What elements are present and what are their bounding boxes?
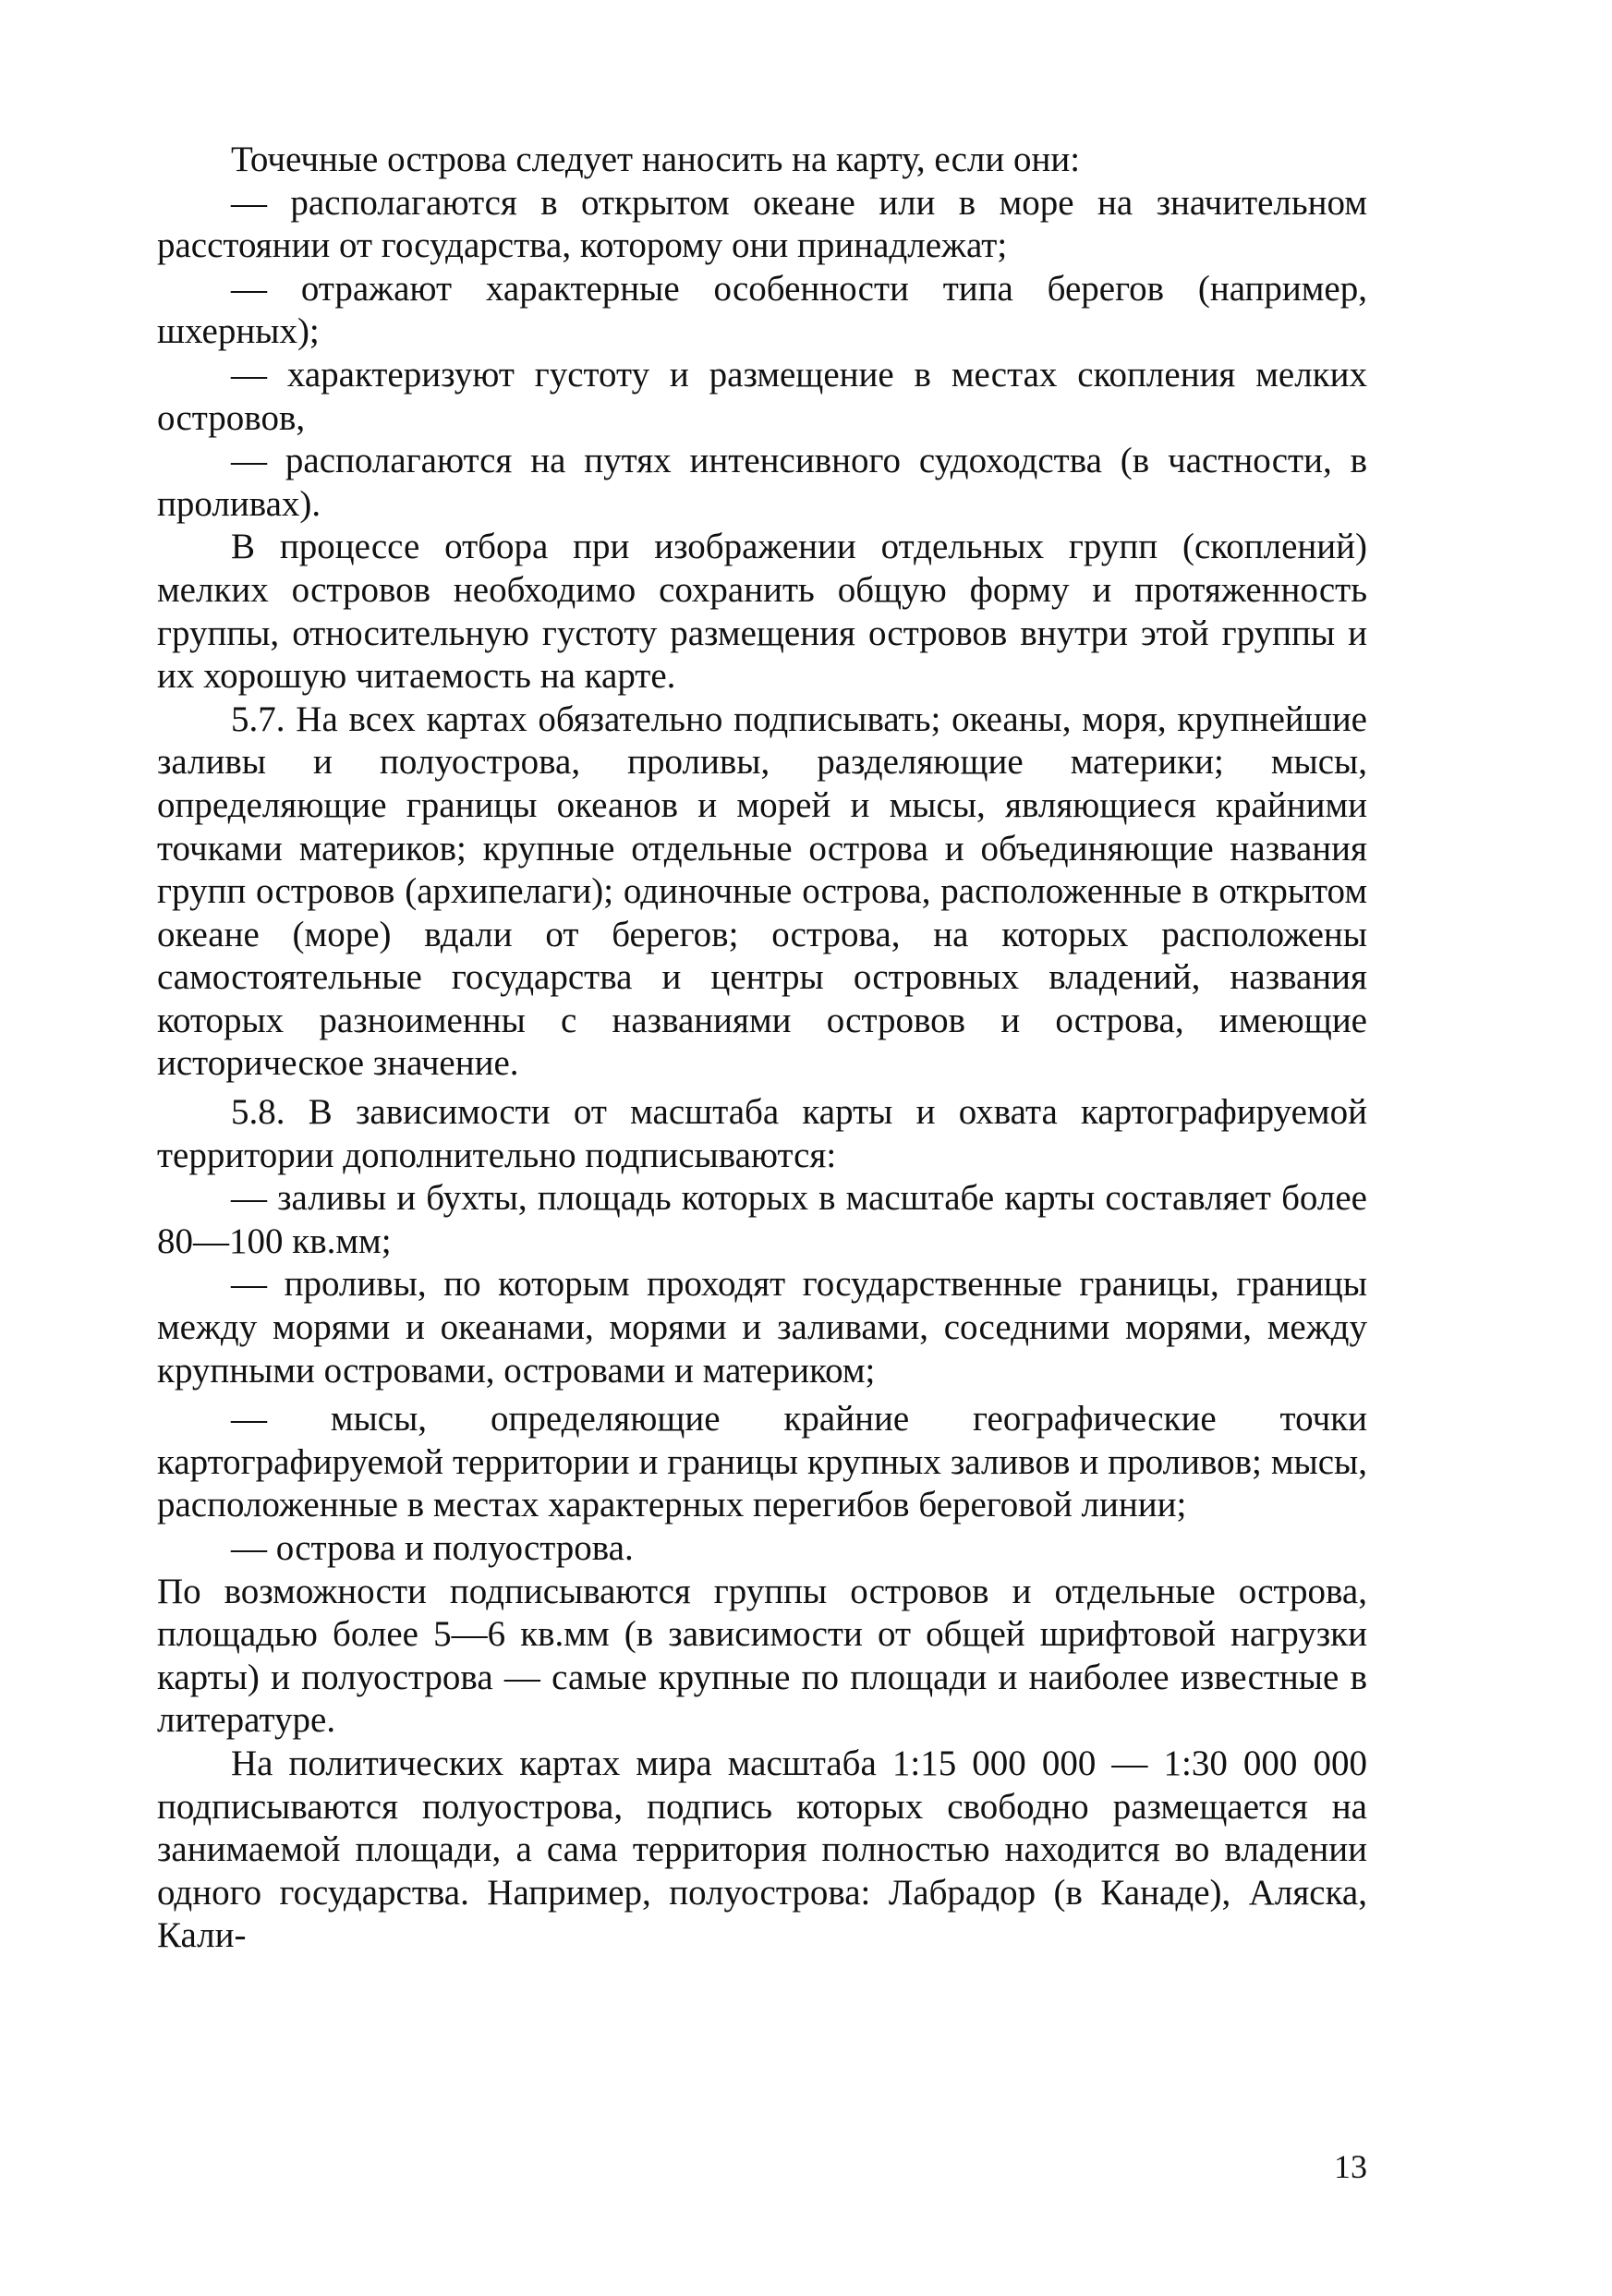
list-item: — отражают характерные особенности типа берегов (например, шхерных);: [157, 268, 1367, 352]
list-item: — проливы, по которым проходят государственные границы, границы между морями и океанами, морями и заливами, соседними морями, между крупными островами, островами и материком;: [157, 1264, 1367, 1391]
list-item: — располагаются на путях интенсивного судоходства (в частности, в проливах).: [157, 441, 1367, 524]
paragraph-section-5-8: 5.8. В зависимости от масштаба карты и охвата картографируемой территории дополнительно подписываются:: [157, 1092, 1367, 1175]
paragraph-political-maps: На политических картах мира масштаба 1:15 000 000 — 1:30 000 000 подписываются полуострова, подпись которых свободно размещается на занимаемой площади, а сама территория полностью находится во владении одного государства. Например, полуострова: Лабрадор (в Канаде), Аляска, Кали-: [157, 1743, 1367, 1956]
list-item: — располагаются в открытом океане или в море на значительном расстоянии от государства, которому они принадлежат;: [157, 182, 1367, 266]
paragraph-intro: Точечные острова следует наносить на карту, если они:: [231, 140, 1081, 179]
text-column: [157, 139, 1367, 1958]
paragraph-section-5-7: 5.7. На всех картах обязательно подписывать; океаны, моря, крупнейшие заливы и полуострова, проливы, разделяющие материки; мысы, определяющие границы океанов и морей и мысы, являющиеся крайними точками материков; крупные отдельные острова и объединяющие названия групп островов (архипелаги); одиночные острова, расположенные в открытом океане (море) вдали от берегов; острова, на которых расположены самостоятельные государства и центры островных владений, названия которых разноименны с названиями островов и острова, имеющие историческое значение.: [157, 699, 1367, 1084]
list-item: — характеризуют густоту и размещение в местах скопления мелких островов,: [157, 354, 1367, 438]
list-item: — острова и полуострова.: [231, 1528, 634, 1568]
page-number: 13: [1334, 2148, 1367, 2185]
paragraph-groups: По возможности подписываются группы островов и отдельные острова, площадью более 5—6 кв.мм (в зависимости от общей шрифтовой нагрузки карты) и полуострова — самые крупные по площади и наиболее известные в литературе.: [157, 1571, 1367, 1741]
list-item: — заливы и бухты, площадь которых в масштабе карты составляет более 80—100 кв.мм;: [157, 1178, 1367, 1261]
paragraph-selection: В процессе отбора при изображении отдельных групп (скоплений) мелких островов необходимо сохранить общую форму и протяженность группы, относительную густоту размещения островов внутри этой группы и их хорошую читаемость на карте.: [157, 527, 1367, 697]
list-item: — мысы, определяющие крайние географические точки картографируемой территории и границы крупных заливов и проливов; мысы, расположенные в местах характерных перегибов береговой линии;: [157, 1399, 1367, 1525]
